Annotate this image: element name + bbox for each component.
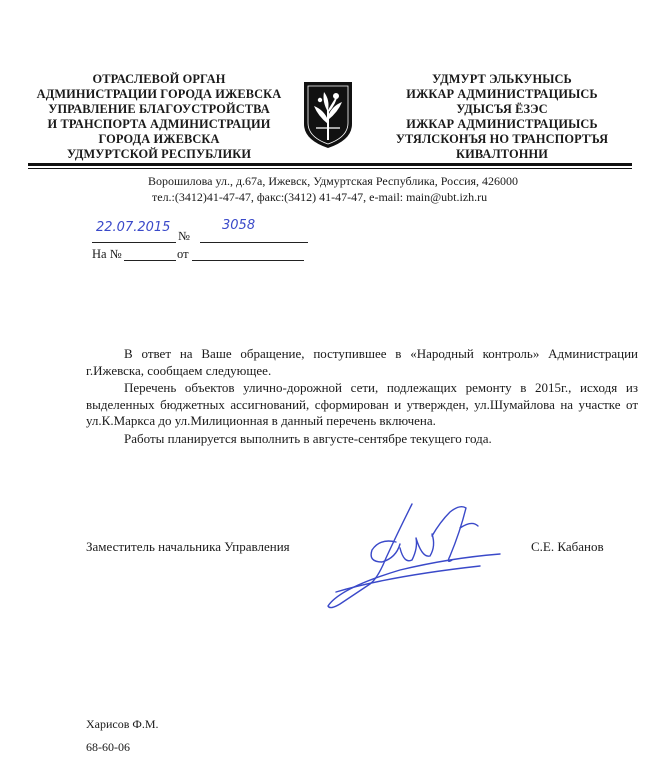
header-left-line: ОТРАСЛЕВОЙ ОРГАН — [92, 72, 226, 86]
header-rule-thick — [28, 163, 632, 166]
header-right-line: КИВАЛТОННИ — [456, 147, 548, 161]
header-right-line: УДМУРТ ЭЛЬКУНЫСЬ — [432, 72, 572, 86]
from-underline — [192, 246, 304, 261]
body-paragraph: Работы планируется выполнить в августе-сентябре текущего года. — [124, 430, 492, 446]
handwritten-signature — [300, 492, 520, 617]
from-label: от — [177, 247, 189, 261]
letter-body — [86, 346, 638, 447]
body-paragraph: В ответ на Ваше обращение, поступившее в «Народный контроль» Администрации г.Ижевска, сообщаем следующее. — [86, 346, 638, 378]
registration-date: 22.07.2015 — [96, 220, 171, 235]
reference-underline — [124, 246, 176, 261]
contact-line: тел.:(3412)41-47-47, факс:(3412) 41-47-47, e-mail: main@ubt.izh.ru — [152, 190, 488, 204]
header-left-line: АДМИНИСТРАЦИИ ГОРОДА ИЖЕВСКА — [36, 87, 282, 101]
header-right-line: УДЫСЪЯ ЁЗЭС — [456, 102, 548, 116]
address-line: Ворошилова ул., д.67а, Ижевск, Удмуртская Республика, Россия, 426000 — [148, 174, 519, 188]
header-left-line: И ТРАНСПОРТА АДМИНИСТРАЦИИ — [47, 117, 271, 131]
header-left-block — [14, 72, 304, 162]
header-rule-thin — [28, 168, 632, 169]
header-right-block — [376, 72, 628, 162]
header-left-line: УПРАВЛЕНИЕ БЛАГОУСТРОЙСТВА — [48, 102, 270, 116]
header-right-line: УТЯЛСКОНЪЯ НО ТРАНСПОРТЪЯ — [395, 132, 609, 146]
signatory-name: С.Е. Кабанов — [531, 539, 604, 554]
body-paragraph: Перечень объектов улично-дорожной сети, подлежащих ремонту в 2015г., исходя из выделенных бюджетных ассигнований, сформирован и утвержден, ул.Шумайлова на участке от ул.К.Маркса до ул.Милиционная в данный перечень включена. — [86, 380, 638, 428]
number-label: № — [178, 229, 190, 243]
city-emblem-icon — [302, 80, 354, 150]
header-right-line: ИЖКАР АДМИНИСТРАЦИЫСЬ — [406, 117, 598, 131]
header-left-line: УДМУРТСКОЙ РЕСПУБЛИКИ — [66, 147, 252, 161]
reference-label: На № — [92, 247, 122, 261]
signatory-position: Заместитель начальника Управления — [86, 539, 290, 554]
header-left-line: ГОРОДА ИЖЕВСКА — [98, 132, 220, 146]
executor-phone: 68-60-06 — [86, 740, 130, 754]
header-right-line: ИЖКАР АДМИНИСТРАЦИЫСЬ — [406, 87, 598, 101]
executor-name: Харисов Ф.М. — [86, 717, 159, 731]
registration-number: 3058 — [222, 218, 256, 233]
